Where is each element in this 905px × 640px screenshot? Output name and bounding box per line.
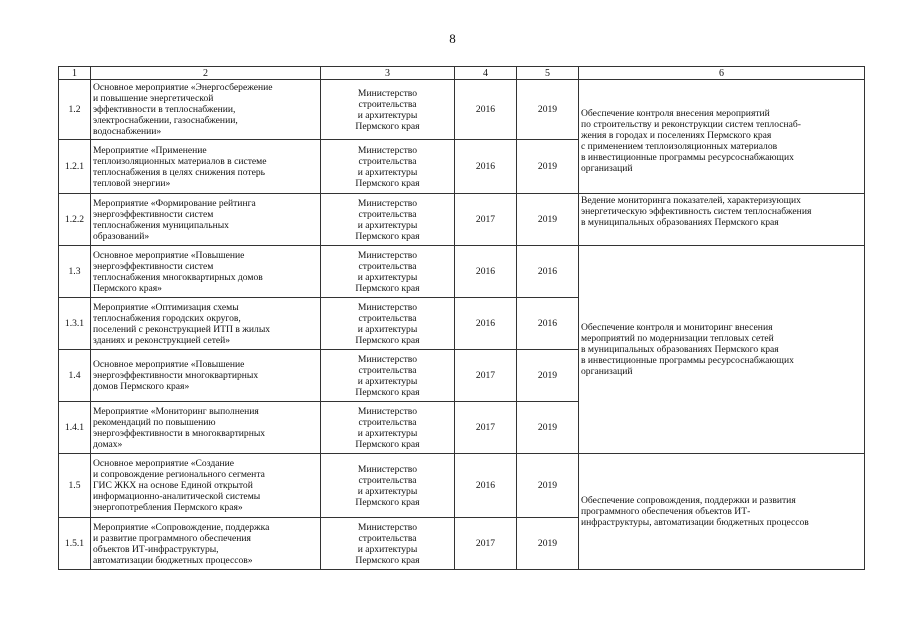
- end-year: 2019: [517, 454, 579, 518]
- column-number-2: 2: [91, 67, 321, 80]
- activity-name: Основное мероприятие «Энергосбережение и повышение энергетической эффективности в теплоснабжении, электроснабжении, газоснабжении, водоснабжении»: [91, 80, 321, 140]
- row-number: 1.2: [59, 80, 91, 140]
- start-year: 2017: [455, 402, 517, 454]
- column-number-4: 4: [455, 67, 517, 80]
- activity-name: Мероприятие «Оптимизация схемы теплоснабжения городских округов, поселений с реконструкцией ИТП в жилых зданиях и реконструкцией сетей»: [91, 298, 321, 350]
- end-year: 2019: [517, 350, 579, 402]
- row-number: 1.5: [59, 454, 91, 518]
- row-number: 1.2.2: [59, 194, 91, 246]
- column-number-6: 6: [579, 67, 865, 80]
- column-number-3: 3: [321, 67, 455, 80]
- activity-name: Основное мероприятие «Повышение энергоэффективности многоквартирных домов Пермского края»: [91, 350, 321, 402]
- start-year: 2017: [455, 350, 517, 402]
- activity-name: Мероприятие «Сопровождение, поддержка и развитие программного обеспечения объектов ИТ-инфраструктуры, автоматизации бюджетных процессов»: [91, 518, 321, 570]
- start-year: 2016: [455, 246, 517, 298]
- row-number: 1.5.1: [59, 518, 91, 570]
- start-year: 2017: [455, 518, 517, 570]
- start-year: 2016: [455, 298, 517, 350]
- responsible-executor: Министерство строительства и архитектуры Пермского края: [321, 402, 455, 454]
- activity-name: Мероприятие «Мониторинг выполнения рекомендаций по повышению энергоэффективности в многоквартирных домах»: [91, 402, 321, 454]
- activity-name: Мероприятие «Применение теплоизоляционных материалов в системе теплоснабжения в целях снижения потерь тепловой энергии»: [91, 140, 321, 194]
- start-year: 2016: [455, 454, 517, 518]
- table-row: [59, 246, 865, 298]
- end-year: 2019: [517, 140, 579, 194]
- table-row: [59, 454, 865, 518]
- expected-result: Ведение мониторинга показателей, характеризующих энергетическую эффективность систем теплоснабжения в муниципальных образованиях Пермского края: [579, 194, 865, 246]
- column-number-5: 5: [517, 67, 579, 80]
- row-number: 1.3: [59, 246, 91, 298]
- program-table: [58, 66, 865, 570]
- table-header-row: [59, 67, 865, 80]
- start-year: 2016: [455, 140, 517, 194]
- table-row: [59, 80, 865, 140]
- responsible-executor: Министерство строительства и архитектуры Пермского края: [321, 80, 455, 140]
- end-year: 2019: [517, 80, 579, 140]
- responsible-executor: Министерство строительства и архитектуры Пермского края: [321, 140, 455, 194]
- responsible-executor: Министерство строительства и архитектуры Пермского края: [321, 194, 455, 246]
- table-row: [59, 194, 865, 246]
- expected-result: Обеспечение контроля внесения мероприятий по строительству и реконструкции систем теплоснаб- жения в городах и поселениях Пермского края с применением теплоизоляционных материалов в инвестиционные программы ресурсоснабжающих организаций: [579, 80, 865, 194]
- end-year: 2019: [517, 402, 579, 454]
- row-number: 1.4.1: [59, 402, 91, 454]
- page-number: 8: [449, 31, 456, 46]
- responsible-executor: Министерство строительства и архитектуры Пермского края: [321, 350, 455, 402]
- activity-name: Мероприятие «Формирование рейтинга энергоэффективности систем теплоснабжения муниципальных образований»: [91, 194, 321, 246]
- activity-name: Основное мероприятие «Создание и сопровождение регионального сегмента ГИС ЖКХ на основе Единой открытой информационно-аналитической системы энергопотребления Пермского края»: [91, 454, 321, 518]
- column-number-1: 1: [59, 67, 91, 80]
- expected-result: Обеспечение контроля и мониторинг внесения мероприятий по модернизации тепловых сетей в муниципальных образованиях Пермского края в инвестиционные программы ресурсоснабжающих организаций: [579, 246, 865, 454]
- end-year: 2019: [517, 194, 579, 246]
- start-year: 2016: [455, 80, 517, 140]
- start-year: 2017: [455, 194, 517, 246]
- row-number: 1.2.1: [59, 140, 91, 194]
- end-year: 2016: [517, 298, 579, 350]
- row-number: 1.4: [59, 350, 91, 402]
- row-number: 1.3.1: [59, 298, 91, 350]
- expected-result: Обеспечение сопровождения, поддержки и развития программного обеспечения объектов ИТ- инфраструктуры, автоматизации бюджетных процессов: [579, 454, 865, 570]
- responsible-executor: Министерство строительства и архитектуры Пермского края: [321, 246, 455, 298]
- responsible-executor: Министерство строительства и архитектуры Пермского края: [321, 518, 455, 570]
- end-year: 2019: [517, 518, 579, 570]
- activity-name: Основное мероприятие «Повышение энергоэффективности систем теплоснабжения многоквартирных домов Пермского края»: [91, 246, 321, 298]
- responsible-executor: Министерство строительства и архитектуры Пермского края: [321, 454, 455, 518]
- responsible-executor: Министерство строительства и архитектуры Пермского края: [321, 298, 455, 350]
- end-year: 2016: [517, 246, 579, 298]
